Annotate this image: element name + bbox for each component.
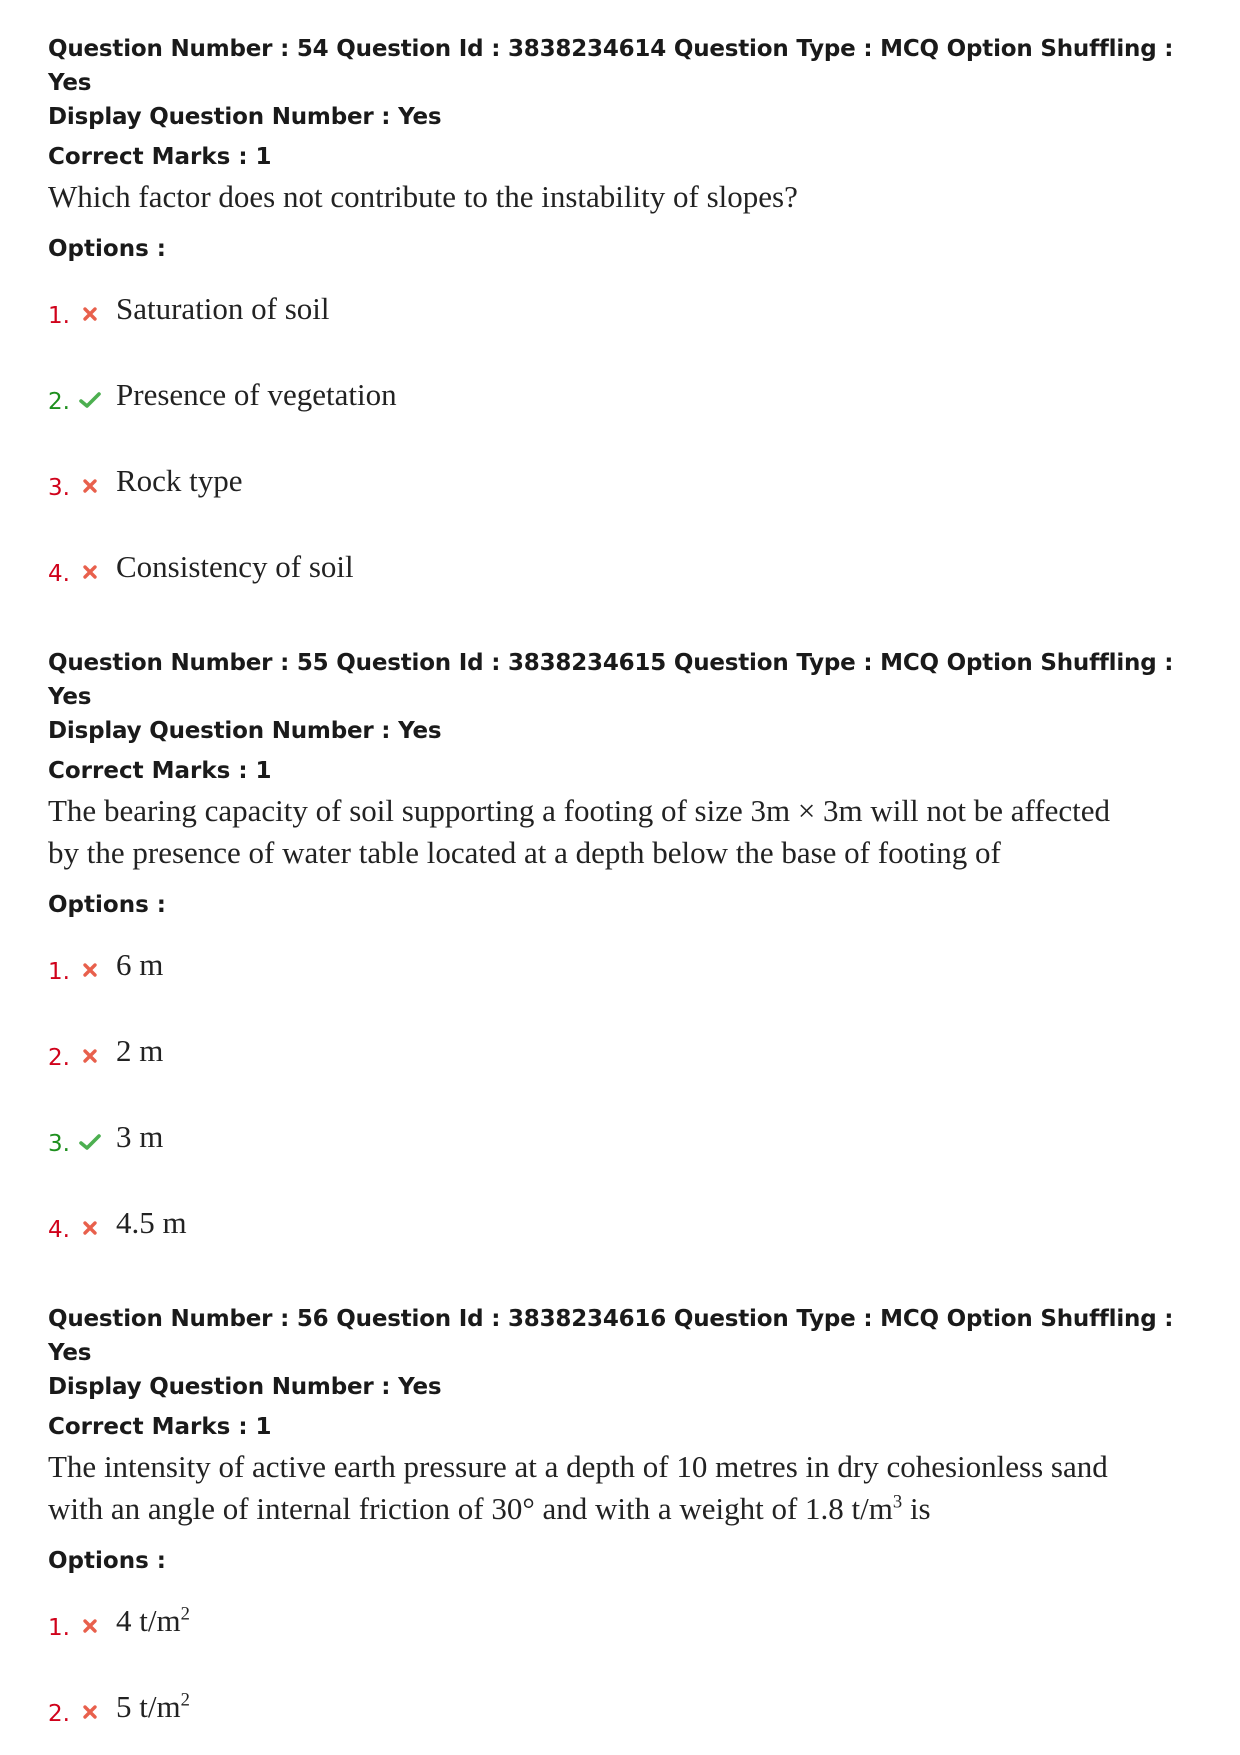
option	[48, 524, 1208, 610]
question-text	[48, 176, 1208, 218]
option	[48, 266, 1208, 352]
options-label: Options :	[48, 1548, 166, 1574]
correct-marks: Correct Marks : 1	[48, 144, 272, 170]
option-text: Presence of vegetation	[116, 377, 397, 412]
question-text-line: The intensity of active earth pressure at a depth of 10 metres in dry cohesionless sand	[48, 1449, 1108, 1484]
display-question-number: Display Question Number : Yes	[48, 104, 442, 130]
question-text-line: The bearing capacity of soil supporting a footing of size 3m × 3m will not be affected	[48, 793, 1111, 828]
question-text-part: is	[902, 1491, 931, 1526]
option	[48, 1094, 1208, 1180]
option-text: Rock type	[116, 463, 243, 498]
check-icon	[78, 1130, 102, 1154]
cross-icon	[78, 474, 102, 498]
cross-icon	[78, 1700, 102, 1724]
superscript: 2	[180, 1689, 190, 1711]
option-number: 3.	[48, 1131, 70, 1157]
question-text-line	[48, 1488, 1208, 1530]
cross-icon	[78, 560, 102, 584]
correct-marks: Correct Marks : 1	[48, 758, 272, 784]
question-text-part: with an angle of internal friction of 30° and with a weight of 1.8 t/m	[48, 1491, 893, 1526]
option-text: 2 m	[116, 1033, 164, 1068]
question-text	[48, 1446, 1208, 1530]
option-number: 2.	[48, 1045, 70, 1071]
option	[48, 352, 1208, 438]
option-number: 3.	[48, 475, 70, 501]
option-number: 1.	[48, 303, 70, 329]
option	[48, 922, 1208, 1008]
correct-marks: Correct Marks : 1	[48, 1414, 272, 1440]
option-number: 1.	[48, 1615, 70, 1641]
option	[48, 1180, 1208, 1266]
superscript: 3	[892, 1491, 903, 1513]
option-text	[116, 1603, 190, 1639]
option-number: 1.	[48, 959, 70, 985]
question-header: Question Number : 56 Question Id : 3838234616 Question Type : MCQ Option Shuffling : Yes	[48, 1306, 1174, 1366]
options-label: Options :	[48, 892, 166, 918]
option-number: 4.	[48, 1217, 70, 1243]
option-text: 4.5 m	[116, 1205, 187, 1240]
display-question-number: Display Question Number : Yes	[48, 1374, 442, 1400]
option	[48, 438, 1208, 524]
option-text-main: 4 t/m	[116, 1603, 181, 1638]
question-56	[48, 1302, 1208, 1750]
display-question-number: Display Question Number : Yes	[48, 718, 442, 744]
question-55	[48, 646, 1208, 1266]
option-text-main: 5 t/m	[116, 1689, 181, 1724]
question-header: Question Number : 55 Question Id : 3838234615 Question Type : MCQ Option Shuffling : Yes	[48, 650, 1174, 710]
cross-icon	[78, 958, 102, 982]
question-54	[48, 32, 1208, 610]
cross-icon	[78, 302, 102, 326]
options-label: Options :	[48, 236, 166, 262]
option-number: 4.	[48, 561, 70, 587]
option-text	[116, 1689, 190, 1725]
option-text: Consistency of soil	[116, 549, 354, 584]
option	[48, 1664, 1208, 1750]
option-text: 6 m	[116, 947, 164, 982]
option	[48, 1578, 1208, 1664]
check-icon	[78, 388, 102, 412]
option-text: Saturation of soil	[116, 291, 330, 326]
option-number: 2.	[48, 1701, 70, 1727]
option	[48, 1008, 1208, 1094]
option-text: 3 m	[116, 1119, 164, 1154]
cross-icon	[78, 1614, 102, 1638]
question-text	[48, 790, 1208, 874]
cross-icon	[78, 1044, 102, 1068]
question-text-line: Which factor does not contribute to the instability of slopes?	[48, 179, 798, 214]
question-text-line: by the presence of water table located at a depth below the base of footing of	[48, 835, 1001, 870]
question-header: Question Number : 54 Question Id : 3838234614 Question Type : MCQ Option Shuffling : Yes	[48, 36, 1174, 96]
cross-icon	[78, 1216, 102, 1240]
question-paper	[48, 32, 1208, 1750]
superscript: 2	[180, 1603, 190, 1625]
option-number: 2.	[48, 389, 70, 415]
